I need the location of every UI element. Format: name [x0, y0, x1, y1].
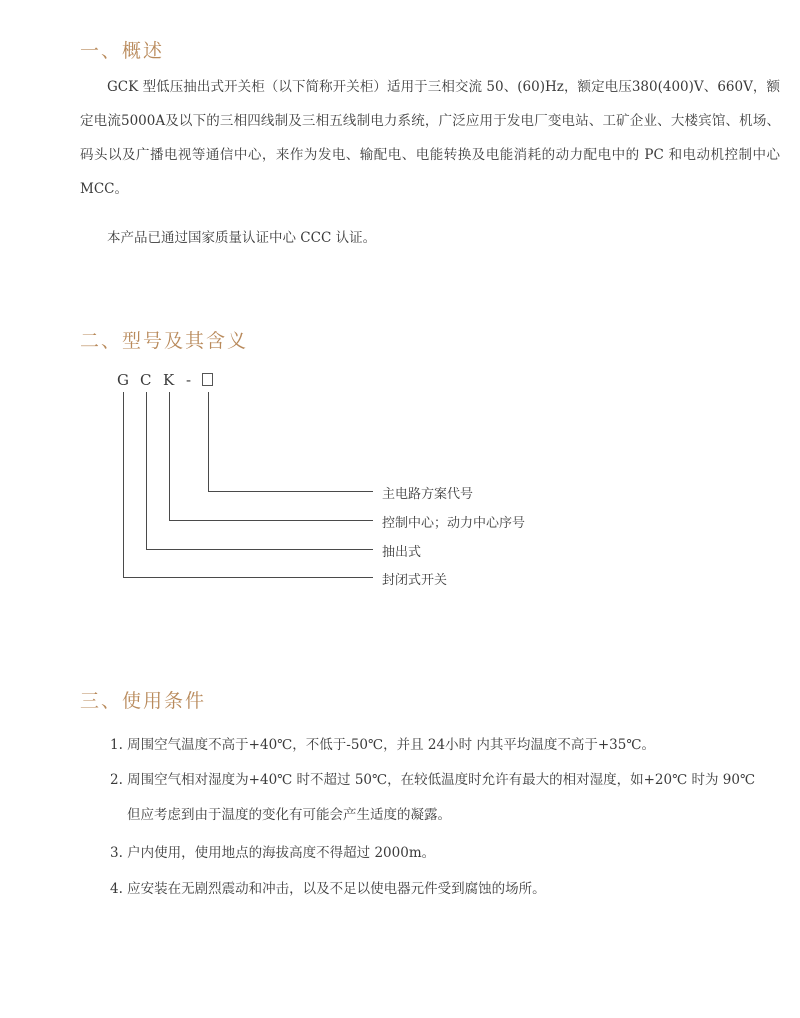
condition-item-2: 2. 周围空气相对湿度为+40℃ 时不超过 50℃，在较低温度时允许有最大的相对湿度，如+20℃ 时为 90℃	[110, 772, 756, 788]
label-enclosed-switch: 封闭式开关	[382, 573, 448, 588]
leader-horizontal-k	[169, 520, 373, 521]
leader-line-box	[208, 392, 209, 491]
condition-item-3: 3. 户内使用，使用地点的海拔高度不得超过 2000m。	[110, 845, 436, 861]
label-control-center: 控制中心；动力中心序号	[382, 516, 526, 531]
condition-item-4: 4. 应安装在无剧烈震动和冲击，以及不足以使电器元件受到腐蚀的场所。	[110, 881, 546, 897]
leader-horizontal-c	[146, 549, 373, 550]
section-1-title: 一、概述	[80, 40, 165, 62]
label-withdrawable: 抽出式	[382, 545, 422, 560]
section-2-title: 二、型号及其含义	[80, 330, 249, 352]
code-placeholder-box	[202, 373, 213, 386]
leader-line-k	[169, 392, 170, 520]
leader-line-g	[123, 392, 124, 577]
overview-paragraph: GCK 型低压抽出式开关柜（以下简称开关柜）适用于三相交流 50、(60)Hz，额定电压380(400)V、660V，额定电流5000A及以下的三相四线制及三相五线制电力系统，广泛应用于发电厂变电站、工矿企业、大楼宾馆、机场、码头以及广播电视等通信中心，来作为发电、输配电、电能转换及电能消耗的动力配电中的 PC 和电动机控制中心 MCC。	[80, 79, 780, 197]
condition-item-2-continuation: 但应考虑到由于温度的变化有可能会产生适度的凝露。	[127, 807, 451, 823]
condition-item-1: 1. 周围空气温度不高于+40℃，不低于-50℃，并且 24小时 内其平均温度不高于+35℃。	[110, 737, 655, 753]
leader-line-c	[146, 392, 147, 549]
certification-paragraph: 本产品已通过国家质量认证中心 CCC 认证。	[107, 230, 377, 246]
label-main-circuit: 主电路方案代号	[382, 487, 474, 502]
code-letter-k: K	[163, 371, 175, 389]
code-letter-g: G	[117, 371, 129, 389]
code-letter-c: C	[140, 371, 152, 389]
code-dash: -	[186, 371, 192, 389]
leader-horizontal-g	[123, 577, 373, 578]
leader-horizontal-box	[208, 491, 373, 492]
section-3-title: 三、使用条件	[80, 690, 207, 712]
